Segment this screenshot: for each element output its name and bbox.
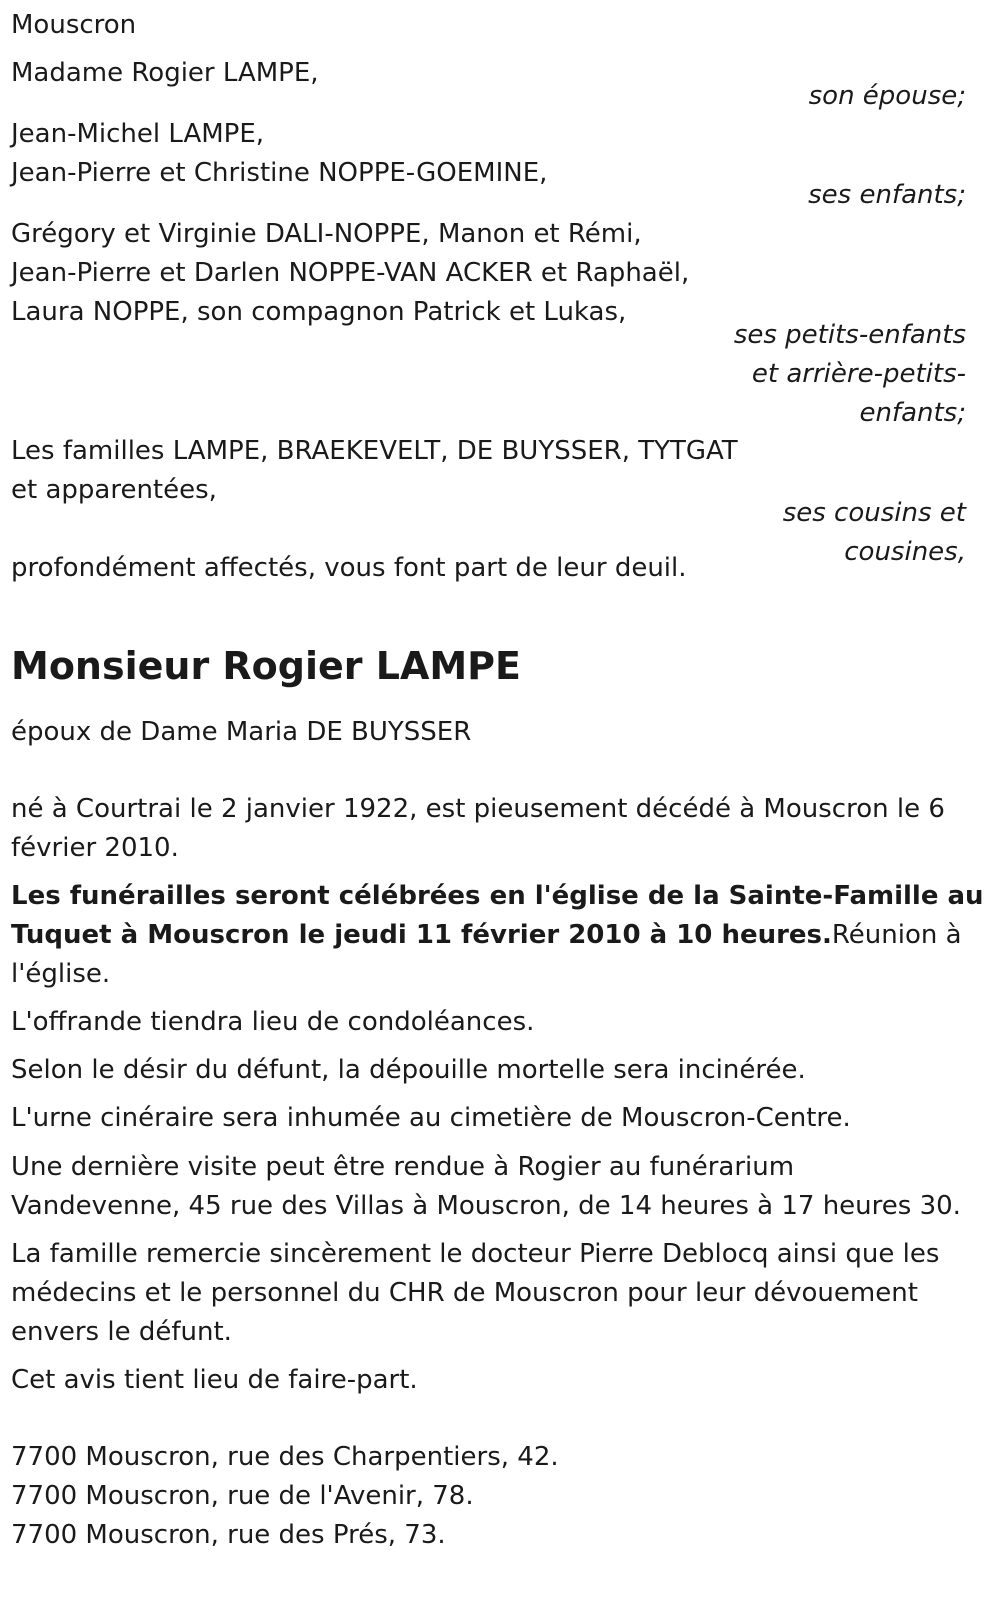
spouse-role: son épouse; bbox=[808, 81, 966, 111]
funeral-line: Les funérailles seront célébrées en l'église de la Sainte-Famille au bbox=[11, 881, 984, 911]
families-role: cousines, bbox=[844, 537, 966, 567]
spouse-name: Madame Rogier LAMPE, bbox=[11, 58, 319, 88]
location: Mouscron bbox=[11, 10, 137, 40]
grandchildren-role: enfants; bbox=[859, 398, 966, 428]
child-name: Jean-Michel LAMPE, bbox=[11, 119, 265, 149]
grandchild-line: Jean-Pierre et Darlen NOPPE-VAN ACKER et Raphaël, bbox=[11, 258, 690, 288]
child-name: Jean-Pierre et Christine NOPPE-GOEMINE, bbox=[11, 158, 548, 188]
address-line: 7700 Mouscron, rue des Charpentiers, 42. bbox=[11, 1442, 559, 1472]
birth-death-line: février 2010. bbox=[11, 833, 179, 863]
visit-line: Vandevenne, 45 rue des Villas à Mouscron, de 14 heures à 17 heures 30. bbox=[11, 1191, 961, 1221]
address-line: 7700 Mouscron, rue de l'Avenir, 78. bbox=[11, 1481, 474, 1511]
families-line: Les familles LAMPE, BRAEKEVELT, DE BUYSSER, TYTGAT bbox=[11, 436, 738, 466]
families-role: ses cousins et bbox=[782, 498, 966, 528]
funeral-line-2 bbox=[11, 915, 962, 955]
grandchildren-role: et arrière-petits- bbox=[751, 359, 966, 389]
families-line: et apparentées, bbox=[11, 475, 217, 505]
grandchildren-role: ses petits-enfants bbox=[733, 320, 966, 350]
thanks-line: envers le défunt. bbox=[11, 1317, 232, 1347]
birth-death-line: né à Courtrai le 2 janvier 1922, est pieusement décédé à Mouscron le 6 bbox=[11, 794, 945, 824]
urn-note: L'urne cinéraire sera inhumée au cimetière de Mouscron-Centre. bbox=[11, 1103, 851, 1133]
meeting-place: l'église. bbox=[11, 959, 111, 989]
address-line: 7700 Mouscron, rue des Prés, 73. bbox=[11, 1520, 446, 1550]
funeral-time: Tuquet à Mouscron le jeudi 11 février 2010 à 10 heures. bbox=[11, 920, 832, 950]
grandchild-line: Grégory et Virginie DALI-NOPPE, Manon et Rémi, bbox=[11, 219, 642, 249]
children-role: ses enfants; bbox=[808, 180, 966, 210]
meeting-text: Réunion à bbox=[831, 920, 962, 950]
cremation-note: Selon le désir du défunt, la dépouille mortelle sera incinérée. bbox=[11, 1055, 806, 1085]
visit-line: Une dernière visite peut être rendue à Rogier au funérarium bbox=[11, 1152, 795, 1182]
deceased-name: Monsieur Rogier LAMPE bbox=[11, 644, 521, 688]
closing-line: profondément affectés, vous font part de leur deuil. bbox=[11, 553, 687, 583]
offrande-note: L'offrande tiendra lieu de condoléances. bbox=[11, 1007, 535, 1037]
grandchild-line: Laura NOPPE, son compagnon Patrick et Lukas, bbox=[11, 297, 627, 327]
thanks-line: médecins et le personnel du CHR de Mouscron pour leur dévouement bbox=[11, 1278, 918, 1308]
spouse-of: époux de Dame Maria DE BUYSSER bbox=[11, 717, 472, 747]
faire-part-note: Cet avis tient lieu de faire-part. bbox=[11, 1365, 418, 1395]
thanks-line: La famille remercie sincèrement le docteur Pierre Deblocq ainsi que les bbox=[11, 1239, 940, 1269]
